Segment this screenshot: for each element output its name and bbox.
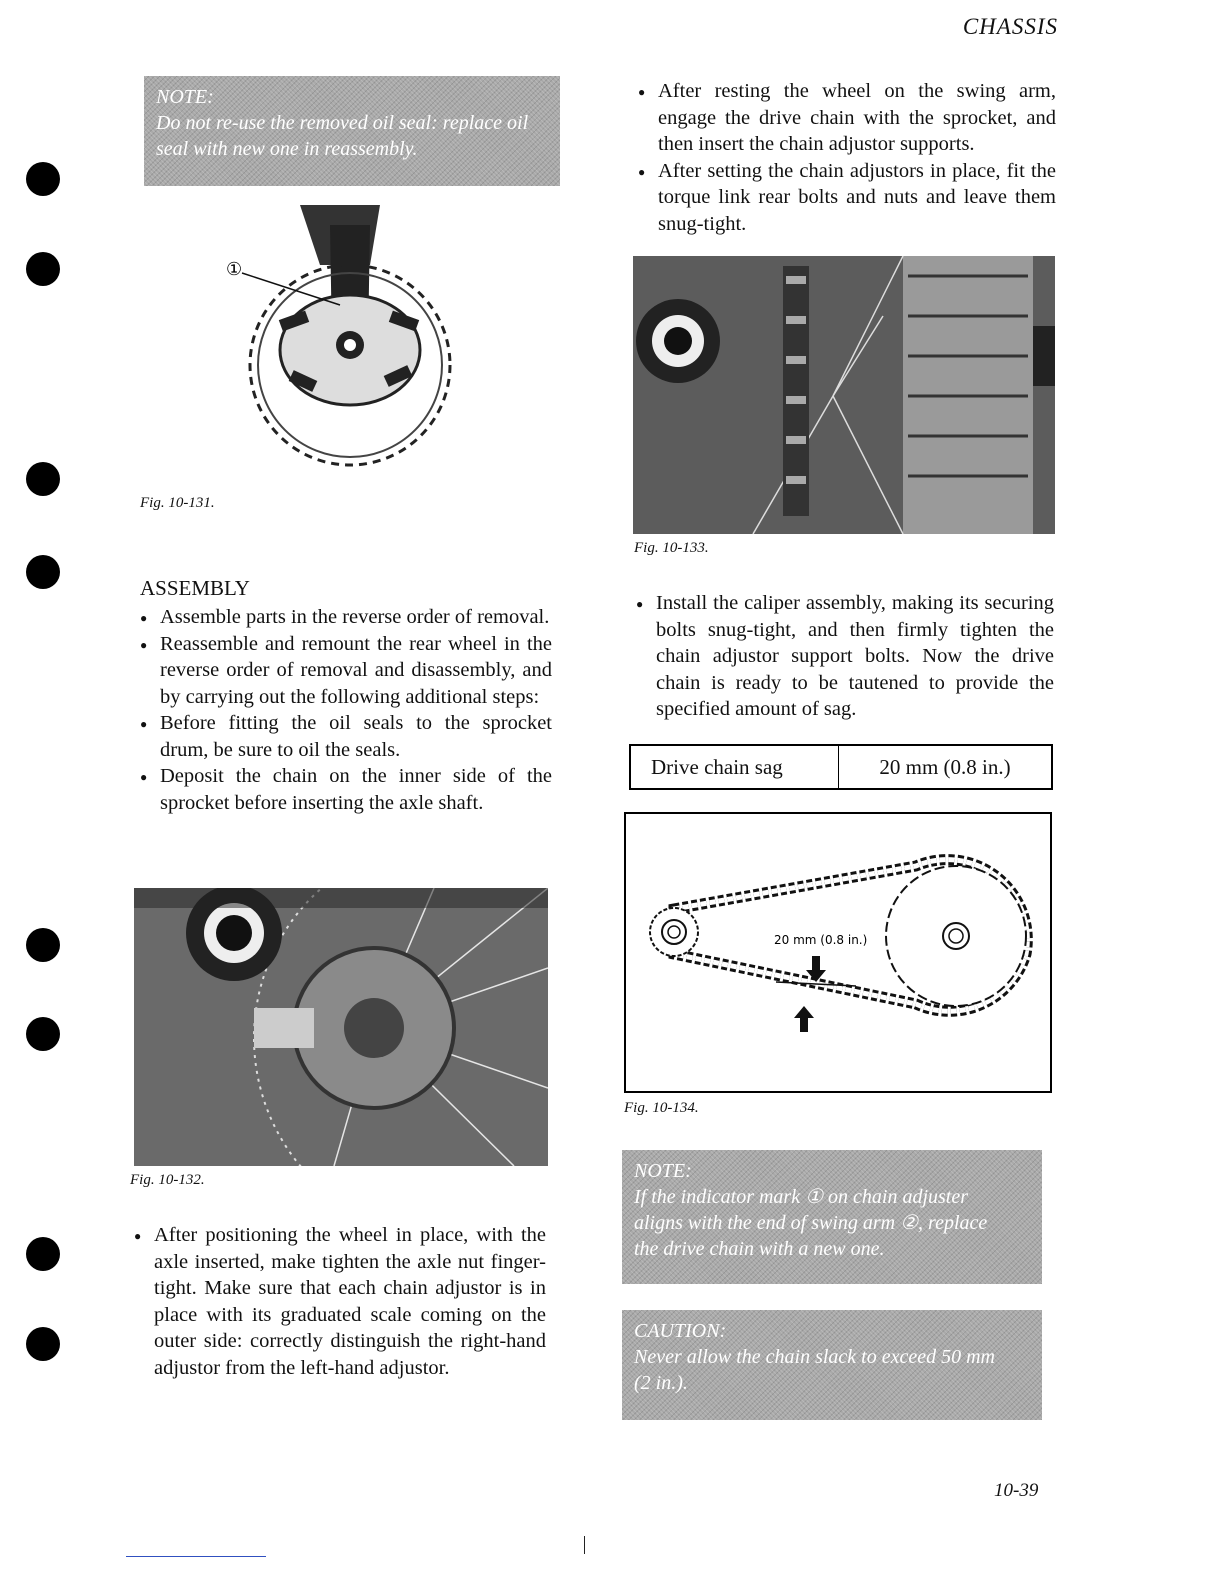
- caution-line: (2 in.).: [634, 1372, 688, 1394]
- list-item: ● After positioning the wheel in place, with the axle inserted, make tighten the axle nut finger-tight. Make sure that each chain adjustor is in place with its graduated scale coming on the outer side: correctly distinguish the right-hand adjustor from the left-hand adjustor.: [134, 1222, 546, 1381]
- rear-wheel-photo: [134, 888, 548, 1166]
- sag-label: Drive chain sag: [631, 746, 839, 788]
- list-item: ● Before fitting the oil seals to the sprocket drum, be sure to oil the seals.: [140, 710, 552, 763]
- note-title: NOTE:: [634, 1160, 692, 1182]
- binder-hole: [26, 1017, 60, 1051]
- fig-10-131-caption: Fig. 10-131.: [140, 495, 215, 511]
- sag-value: 20 mm (0.8 in.): [879, 754, 1011, 779]
- caution-line: Never allow the chain slack to exceed 50 mm: [634, 1346, 995, 1368]
- list-item: ● Assemble parts in the reverse order of removal.: [140, 604, 552, 631]
- footer-rule: [126, 1556, 266, 1557]
- diagram-sag-label: 20 mm (0.8 in.): [774, 933, 868, 947]
- note-line: Do not re-use the removed oil seal: replace oil: [156, 112, 529, 134]
- note-line: aligns with the end of swing arm ②, replace: [634, 1212, 988, 1234]
- list-item: ● Install the caliper assembly, making its securing bolts snug-tight, and then firmly tighten the chain adjustor support bolts. Now the drive chain is ready to be tautened to provide the specified amount of sag.: [636, 590, 1054, 723]
- note-line: the drive chain with a new one.: [634, 1238, 885, 1260]
- binder-hole: [26, 252, 60, 286]
- assembly-list: [140, 604, 552, 816]
- binder-hole: [26, 462, 60, 496]
- fig-10-133-caption: Fig. 10-133.: [634, 540, 709, 556]
- binder-hole: [26, 928, 60, 962]
- sprocket-illustration: [220, 205, 480, 480]
- list-item: ● Deposit the chain on the inner side of the sprocket before inserting the axle shaft.: [140, 763, 552, 816]
- list-item: ● After setting the chain adjustors in place, fit the torque link rear bolts and nuts and leave them snug-tight.: [638, 158, 1056, 238]
- note-oil-seal: [144, 76, 560, 186]
- list-item: ● After resting the wheel on the swing arm, engage the drive chain with the sprocket, and then insert the chain adjustor supports.: [638, 78, 1056, 158]
- wheel-steps-list: [638, 78, 1056, 237]
- binder-hole: [26, 555, 60, 589]
- note-title: NOTE:: [156, 86, 214, 108]
- binder-hole: [26, 1327, 60, 1361]
- positioning-list: [134, 1222, 546, 1381]
- caution-title: CAUTION:: [634, 1320, 727, 1342]
- note-indicator-mark: [622, 1150, 1042, 1284]
- note-line: seal with new one in reassembly.: [156, 138, 418, 160]
- caution-chain-slack: [622, 1310, 1042, 1420]
- section-header: CHASSIS: [962, 14, 1058, 39]
- chain-sag-diagram: [624, 812, 1052, 1093]
- drive-chain-sag-table: [629, 744, 1053, 790]
- binder-hole: [26, 1237, 60, 1271]
- fig-10-132-caption: Fig. 10-132.: [130, 1172, 205, 1188]
- page-number: 10-39: [994, 1480, 1039, 1501]
- binder-hole: [26, 162, 60, 196]
- list-item: ● Reassemble and remount the rear wheel in the reverse order of removal and disassembly, and by carrying out the following additional steps:: [140, 631, 552, 711]
- caliper-list: [636, 590, 1054, 723]
- chain-adjustor-photo: [633, 256, 1055, 534]
- assembly-heading: ASSEMBLY: [140, 576, 250, 600]
- fig-10-134-caption: Fig. 10-134.: [624, 1100, 699, 1116]
- center-mark: [584, 1536, 585, 1554]
- note-line: If the indicator mark ① on chain adjuster: [634, 1186, 969, 1208]
- callout-1: ①: [226, 259, 243, 280]
